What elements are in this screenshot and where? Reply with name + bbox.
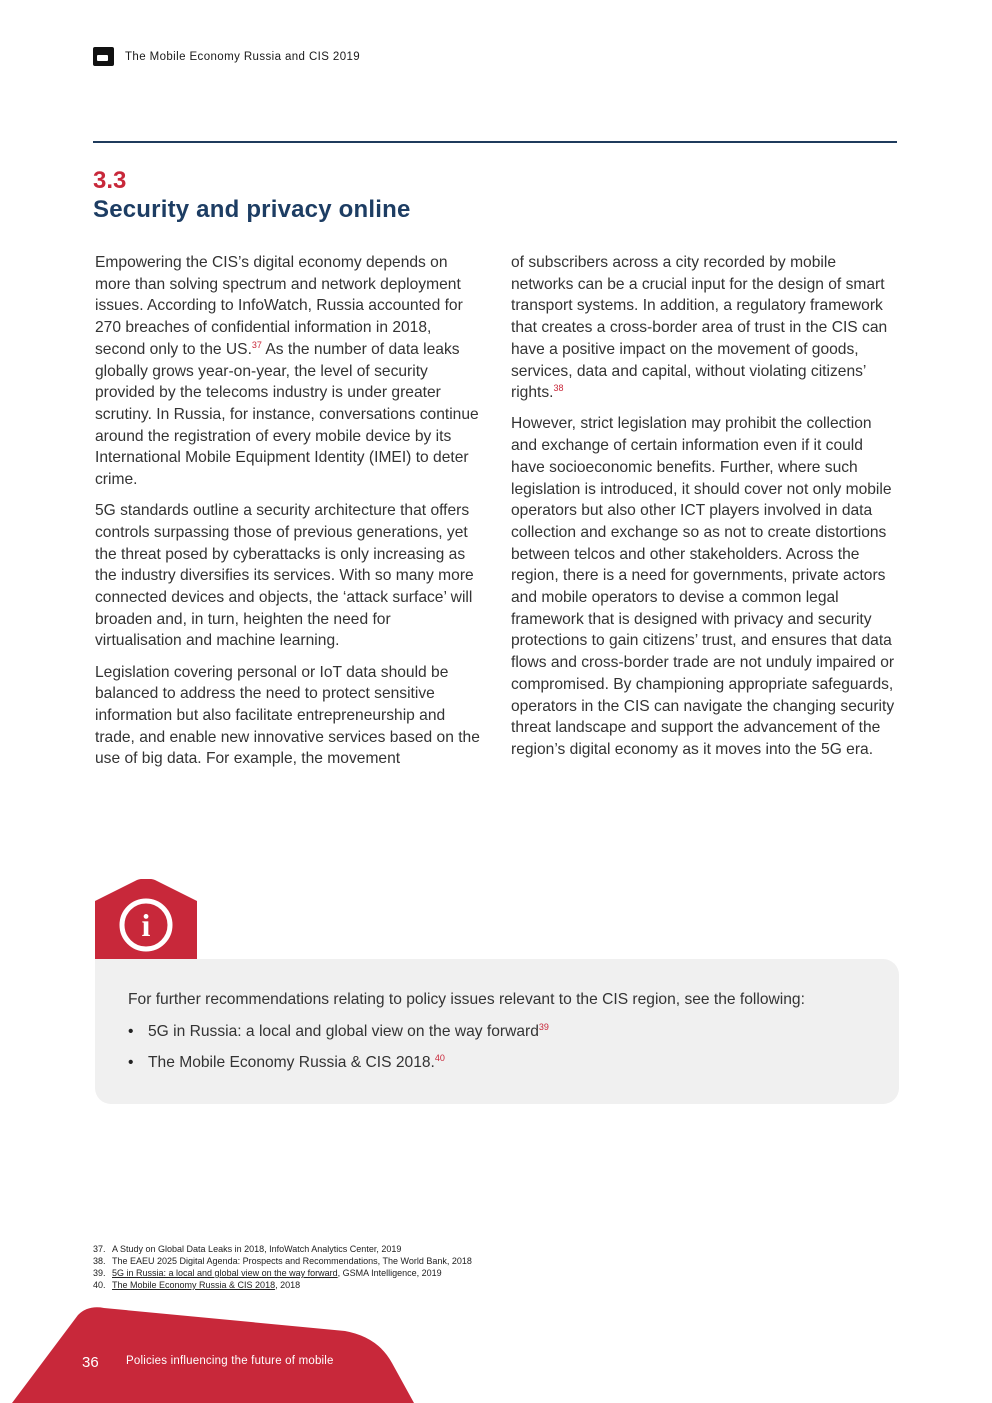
paragraph: Legislation covering personal or IoT data should be balanced to address the need to protect sensitive information but also facilitate entrepreneurship and trade, and enable new innovative services based on the use of big data. For example, the movement [95, 663, 480, 768]
footnote-ref[interactable]: 39 [538, 1022, 549, 1032]
footnote-ref[interactable]: 40 [434, 1053, 445, 1063]
footnote-number: 39. [93, 1268, 106, 1278]
paragraph: However, strict legislation may prohibit the collection and exchange of certain information even if it could have socioeconomic benefits. Further, where such legislation is introduced, it should cover not only mobile operators but also other ICT players involved in data collection and exchange so as not to create distortions between telcos and other stakeholders. Across the region, there is a need for governments, private actors and mobile operators to devise a common legal framework that is designed with privacy and security protections to gain citizens’ trust, and ensures that data flows and cross-border trade are not unduly impaired or compromised. By championing appropriate safeguards, operators in the CIS can navigate the changing security threat landscape and support the advancement of the region’s digital economy as it moves into the 5G era. [511, 415, 895, 758]
footnote-number: 38. [93, 1256, 106, 1266]
info-list [128, 1021, 549, 1083]
footnote-number: 40. [93, 1280, 106, 1290]
info-box [95, 959, 899, 1104]
paragraph-text: of subscribers across a city recorded by mobile networks can be a crucial input for the design of smart transport systems. In addition, a regulatory framework that creates a cross-border area of trust in the CIS can have a positive impact on the movement of goods, services, data and capital, without violating citizens’ rights. [511, 254, 888, 402]
footnote-link[interactable]: The Mobile Economy Russia & CIS 2018 [112, 1280, 276, 1290]
footnote-number: 37. [93, 1244, 106, 1254]
footnote-text: A Study on Global Data Leaks in 2018, InfoWatch Analytics Center, 2019 [112, 1244, 402, 1254]
footnote [93, 1243, 472, 1255]
info-tab [95, 879, 197, 959]
footnote-ref[interactable]: 37 [251, 339, 262, 350]
header-title: The Mobile Economy Russia and CIS 2019 [125, 50, 361, 63]
footnote-text: The EAEU 2025 Digital Agenda: Prospects and Recommendations, The World Bank, 2018 [112, 1256, 472, 1266]
footnote [93, 1255, 472, 1267]
page-header [93, 47, 360, 66]
section-title: Security and privacy online [93, 196, 411, 223]
paragraph [95, 252, 480, 491]
paragraph: 5G standards outline a security architecture that offers controls surpassing those of previous generations, yet the threat posed by cyberattacks is only increasing as the industry diversifies its services. With so many more connected devices and objects, the ‘attack surface’ will broaden and, in turn, heighten the need for virtualisation and machine learning. [95, 502, 474, 650]
list-item [128, 1052, 549, 1073]
info-lead: For further recommendations relating to policy issues relevant to the CIS region, see the following: [128, 991, 805, 1008]
footnote [93, 1267, 472, 1279]
footnote-ref[interactable]: 38 [553, 383, 564, 394]
paragraph-text: As the number of data leaks globally grows year-on-year, the level of security provided by the telecoms industry is under greater scrutiny. In Russia, for instance, conversations continue around the registration of every mobile device by its International Mobile Equipment Identity (IMEI) to deter crime. [95, 340, 479, 489]
page-number: 36 [82, 1354, 99, 1371]
info-icon-glyph: i [141, 907, 151, 943]
footnote-link[interactable]: 5G in Russia: a local and global view on the way forward [112, 1268, 338, 1278]
list-item-link[interactable]: 5G in Russia: a local and global view on the way forward [148, 1023, 539, 1040]
list-item-link[interactable]: The Mobile Economy Russia & CIS 2018. [148, 1054, 435, 1071]
footer-shape [0, 1303, 420, 1403]
body-column-left [95, 252, 480, 780]
footer-label: Policies influencing the future of mobile [126, 1355, 334, 1367]
paragraph [511, 252, 896, 404]
footnote-text: , 2018 [275, 1280, 301, 1290]
section-divider [93, 141, 897, 143]
gsma-document-icon [93, 47, 114, 66]
footnotes [93, 1243, 472, 1291]
list-item [128, 1021, 549, 1042]
footnote-text: , GSMA Intelligence, 2019 [337, 1268, 442, 1278]
paragraph-text: Empowering the CIS’s digital economy depends on more than solving spectrum and network deployment issues. According to InfoWatch, Russia accounted for 270 breaches of confidential information in 2018, second only to the US. [95, 254, 463, 358]
body-column-right [511, 252, 896, 770]
section-number: 3.3 [93, 167, 127, 194]
footnote [93, 1279, 472, 1291]
